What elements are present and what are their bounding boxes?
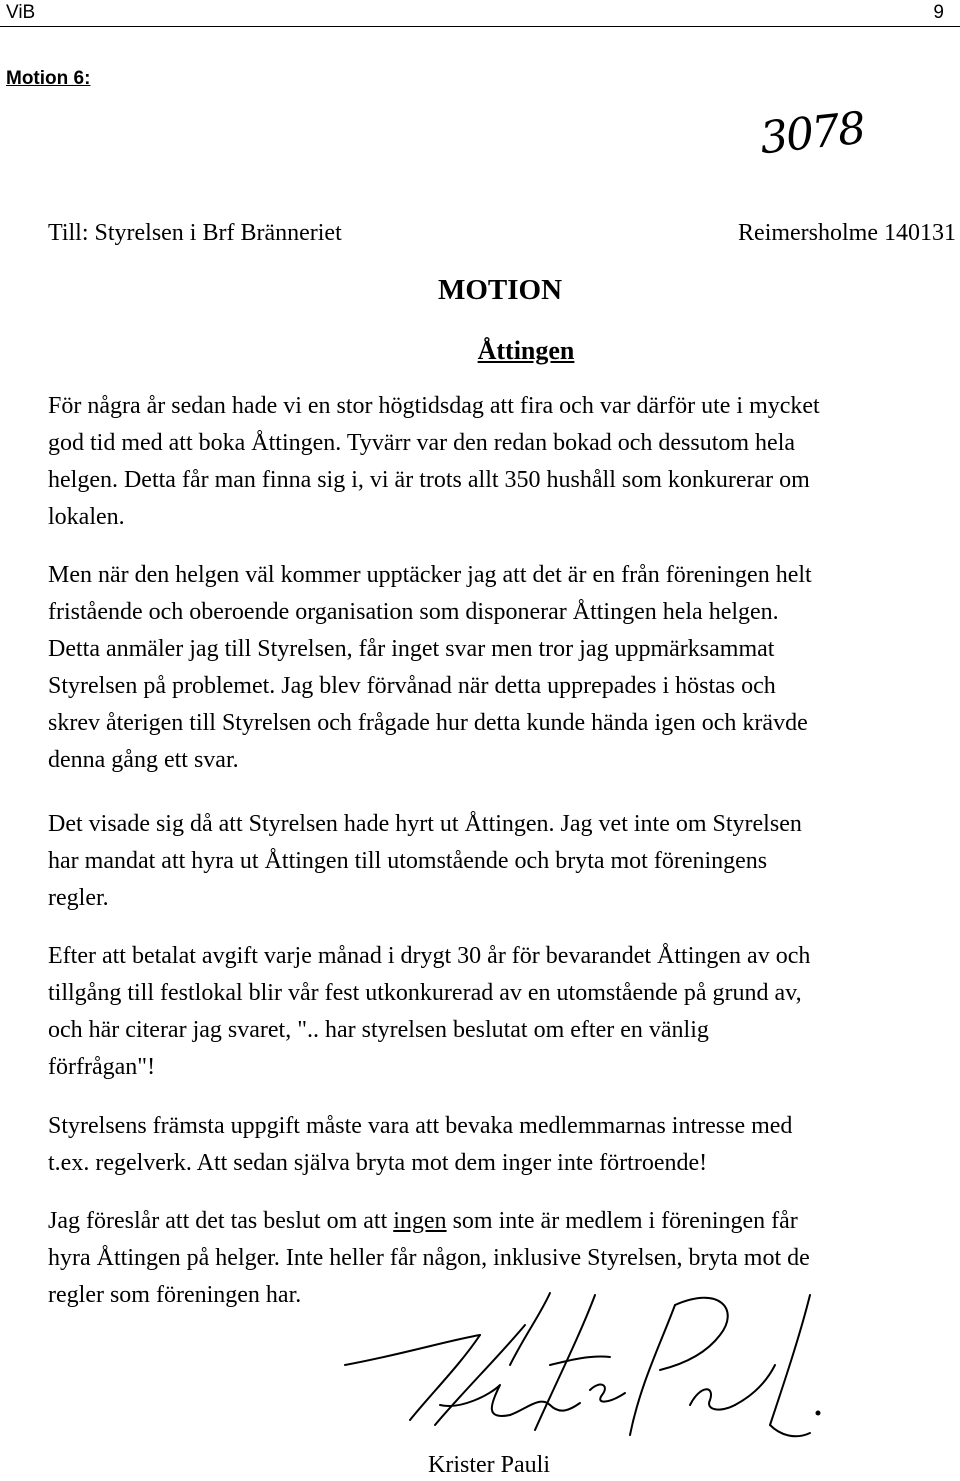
text-line: Det visade sig då att Styrelsen hade hyrt ut Åttingen. Jag vet inte om Styrelsen	[48, 811, 802, 837]
text-line: denna gång ett svar.	[48, 747, 239, 773]
text-line: Men när den helgen väl kommer upptäcker jag att det är en från föreningen helt	[48, 562, 812, 588]
document-title: MOTION	[437, 274, 563, 306]
page-number: 9	[933, 2, 944, 23]
text-line: Detta anmäler jag till Styrelsen, får inget svar men tror jag uppmärksammat	[48, 636, 775, 662]
text-line: Styrelsens främsta uppgift måste vara att bevaka medlemmarnas intresse med	[48, 1113, 793, 1139]
emphasized-word: ingen	[393, 1208, 447, 1234]
text-line: Styrelsen på problemet. Jag blev förvånad när detta upprepades i höstas och	[48, 673, 776, 699]
text-line: fristående och oberoende organisation som disponerar Åttingen hela helgen.	[48, 599, 779, 625]
handwritten-signature	[340, 1285, 840, 1460]
text-line: lokalen.	[48, 504, 125, 530]
text-line: tillgång till festlokal blir vår fest utkonkurerad av en utomstående på grund av,	[48, 980, 802, 1006]
signer-name: Krister Pauli	[428, 1452, 550, 1478]
text-line: god tid med att boka Åttingen. Tyvärr var den redan bokad och dessutom hela	[48, 430, 796, 456]
motion-label: Motion 6:	[6, 68, 91, 89]
text-line: hyra Åttingen på helger. Inte heller får någon, inklusive Styrelsen, bryta mot de	[48, 1245, 810, 1271]
paragraph-2	[48, 557, 960, 779]
header-title: ViB	[6, 2, 36, 23]
paragraph-4	[48, 938, 960, 1086]
text-line: För några år sedan hade vi en stor högtidsdag att fira och var därför ute i mycket	[48, 393, 820, 419]
place-date-line: Reimersholme 140131	[738, 220, 956, 246]
paragraph-3	[48, 806, 960, 917]
recipient-line: Till: Styrelsen i Brf Bränneriet	[48, 220, 342, 246]
text-line: och här citerar jag svaret, ".. har styrelsen beslutat om efter en vänlig	[48, 1017, 709, 1043]
text-line: Efter att betalat avgift varje månad i drygt 30 år för bevarandet Åttingen av och	[48, 943, 811, 969]
text-segment: som inte är medlem i föreningen får	[446, 1208, 798, 1234]
text-line: regler som föreningen har.	[48, 1282, 302, 1308]
text-line: helgen. Detta får man finna sig i, vi är trots allt 350 hushåll som konkurerar om	[48, 467, 810, 493]
page-header	[0, 0, 960, 27]
text-line: t.ex. regelverk. Att sedan själva bryta mot dem inger inte förtroende!	[48, 1150, 708, 1176]
paragraph-5	[48, 1108, 960, 1182]
text-line: förfrågan"!	[48, 1054, 156, 1080]
text-line: regler.	[48, 885, 109, 911]
handwritten-number: 3078	[757, 102, 867, 165]
paragraph-1	[48, 388, 960, 536]
text-line	[48, 1203, 960, 1240]
document-subtitle: Åttingen	[477, 336, 575, 365]
text-line: har mandat att hyra ut Åttingen till utomstående och bryta mot föreningens	[48, 848, 768, 874]
text-segment: Jag föreslår att det tas beslut om att	[48, 1208, 394, 1234]
text-line: skrev återigen till Styrelsen och frågade hur detta kunde hända igen och krävde	[48, 710, 808, 736]
